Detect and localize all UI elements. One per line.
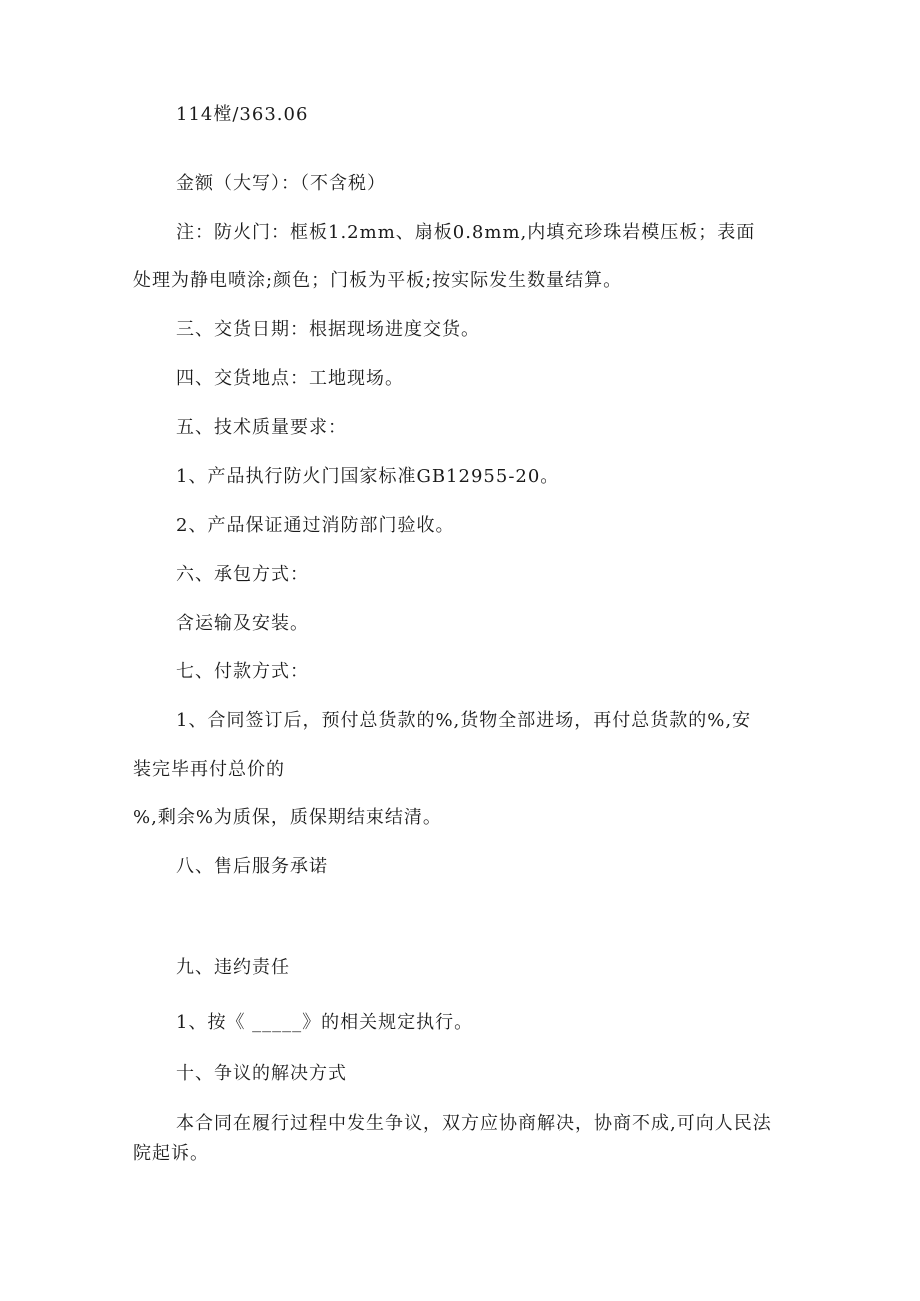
dispute-paragraph: 本合同在履行过程中发生争议，双方应协商解决，协商不成,可向人民法院起诉。 (133, 1113, 772, 1164)
note-line-1: 注：防火门：框板1.2mm、扇板0.8mm,内填充珍珠岩模压板；表面 (176, 222, 756, 243)
section-after-sales: 八、售后服务承诺 (176, 856, 328, 877)
payment-line-2: 装完毕再付总价的 (133, 759, 285, 780)
quantity-line: 114樘/363.06 (176, 104, 309, 125)
section-contract-method: 六、承包方式： (176, 564, 309, 585)
amount-line: 金额（大写）：（不含税） (176, 173, 386, 194)
payment-line-3: %,剩余%为质保，质保期结束结清。 (133, 807, 442, 828)
breach-item-1: 1、按《 _____》的相关规定执行。 (176, 1012, 474, 1033)
payment-line-1: 1、合同签订后，预付总货款的%,货物全部进场，再付总货款的%,安 (176, 710, 752, 731)
quality-item-1: 1、产品执行防火门国家标准GB12955-20。 (176, 466, 560, 487)
section-delivery-date: 三、交货日期：根据现场进度交货。 (176, 319, 480, 340)
section-breach: 九、违约责任 (176, 957, 290, 978)
quality-item-2: 2、产品保证通过消防部门验收。 (176, 515, 455, 536)
section-payment-heading: 七、付款方式： (176, 661, 309, 682)
section-dispute: 十、争议的解决方式 (176, 1063, 347, 1084)
note-line-2: 处理为静电喷涂;颜色；门板为平板;按实际发生数量结算。 (133, 270, 623, 291)
contract-method-text: 含运输及安装。 (176, 613, 309, 634)
section-delivery-place: 四、交货地点：工地现场。 (176, 368, 404, 389)
section-quality-heading: 五、技术质量要求： (176, 417, 347, 438)
